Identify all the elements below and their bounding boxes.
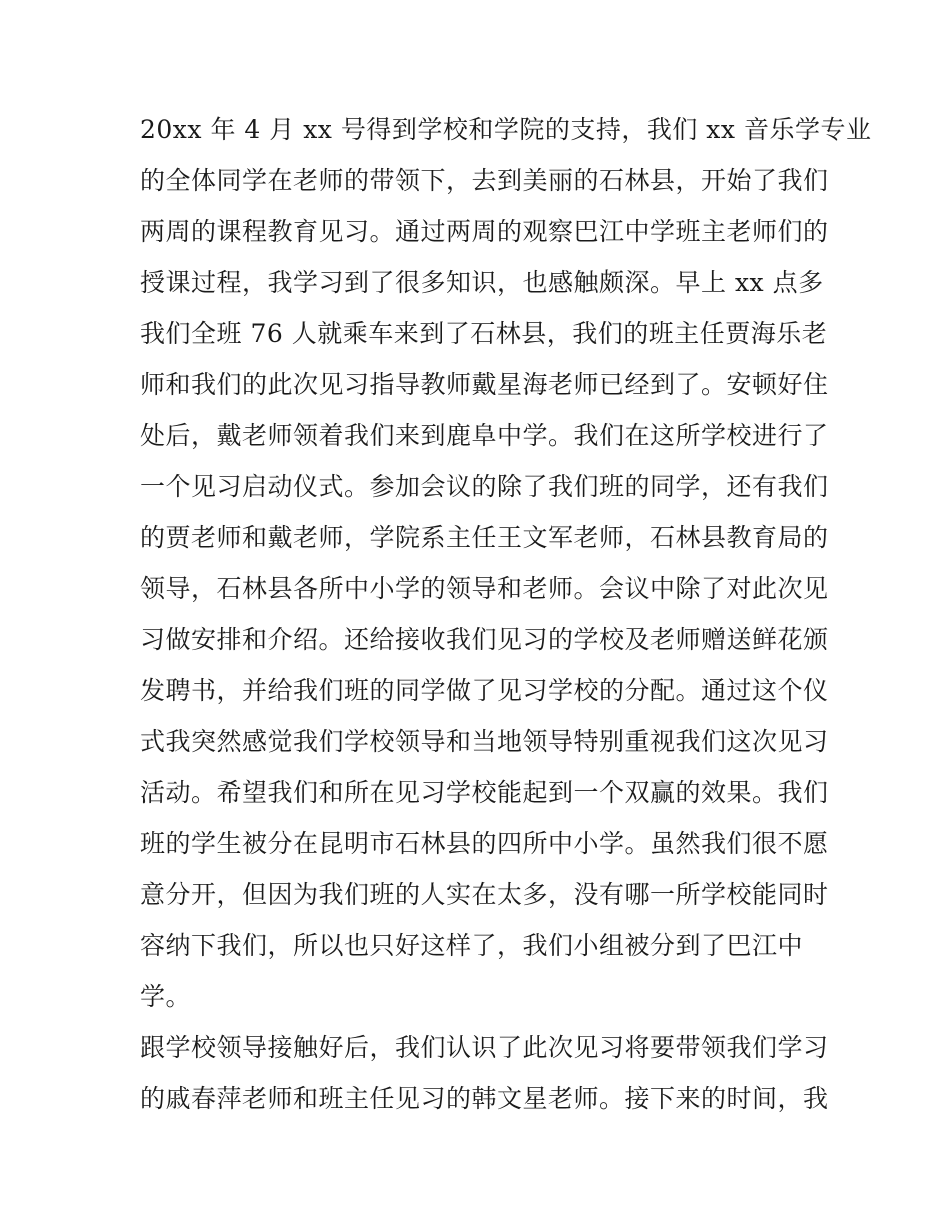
- text-line: 跟学校领导接触好后，我们认识了此次见习将要带领我们学习: [140, 1033, 829, 1062]
- text-line: 我们全班 76 人就乘车来到了石林县，我们的班主任贾海乐老: [140, 319, 828, 348]
- text-line: 活动。希望我们和所在见习学校能起到一个双赢的效果。我们: [140, 778, 829, 807]
- text-line: 的全体同学在老师的带领下，去到美丽的石林县，开始了我们: [140, 166, 829, 195]
- text-line: 发聘书，并给我们班的同学做了见习学校的分配。通过这个仪: [140, 676, 829, 705]
- text-line: 式我突然感觉我们学校领导和当地领导特别重视我们这次见习: [140, 727, 829, 756]
- text-line: 处后，戴老师领着我们来到鹿阜中学。我们在这所学校进行了: [140, 421, 829, 450]
- text-line: 授课过程，我学习到了很多知识，也感触颇深。早上 xx 点多: [140, 268, 824, 297]
- text-line: 习做安排和介绍。还给接收我们见习的学校及老师赠送鲜花颁: [140, 625, 829, 654]
- text-line: 师和我们的此次见习指导教师戴星海老师已经到了。安顿好住: [140, 370, 829, 399]
- text-line: 意分开，但因为我们班的人实在太多，没有哪一所学校能同时: [140, 880, 829, 909]
- text-line: 的戚春萍老师和班主任见习的韩文星老师。接下来的时间，我: [140, 1084, 829, 1113]
- text-line: 的贾老师和戴老师，学院系主任王文军老师，石林县教育局的: [140, 523, 829, 552]
- text-line: 学。: [140, 982, 192, 1011]
- text-line: 20xx 年 4 月 xx 号得到学校和学院的支持，我们 xx 音乐学专业: [140, 115, 872, 144]
- text-line: 两周的课程教育见习。通过两周的观察巴江中学班主老师们的: [140, 217, 829, 246]
- text-line: 班的学生被分在昆明市石林县的四所中小学。虽然我们很不愿: [140, 829, 829, 858]
- text-line: 容纳下我们，所以也只好这样了，我们小组被分到了巴江中: [140, 931, 804, 960]
- text-line: 领导，石林县各所中小学的领导和老师。会议中除了对此次见: [140, 574, 829, 603]
- text-line: 一个见习启动仪式。参加会议的除了我们班的同学，还有我们: [140, 472, 829, 501]
